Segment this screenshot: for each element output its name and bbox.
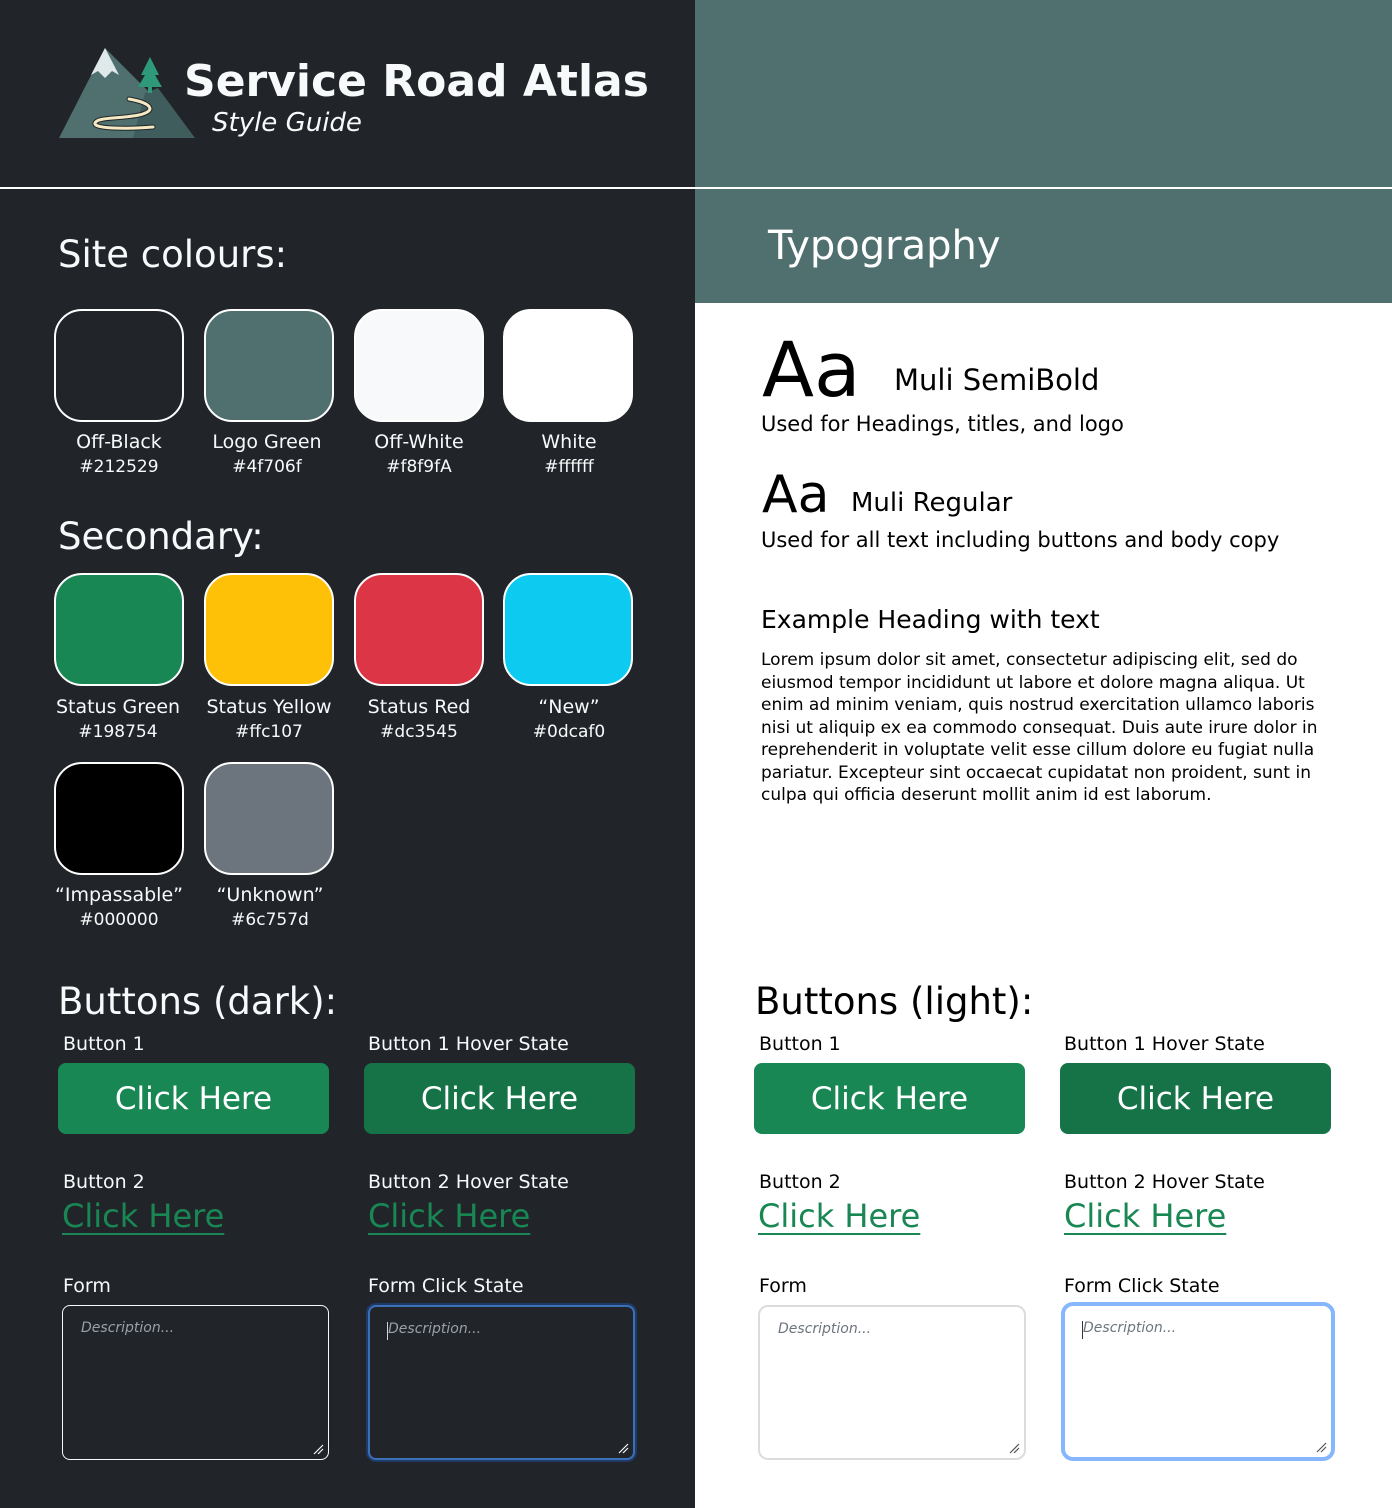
header-divider bbox=[0, 187, 1392, 189]
swatch-hex: #ffffff bbox=[544, 457, 594, 477]
light-primary-button-hover[interactable]: Click Here bbox=[1060, 1063, 1331, 1134]
swatch-label: “New” bbox=[538, 696, 600, 718]
font1-sample: Aa bbox=[762, 325, 861, 414]
swatch-impassable bbox=[54, 762, 184, 875]
example-body-text: Lorem ipsum dolor sit amet, consectetur adipiscing elit, sed do eiusmod tempor incididunt ut labore et dolore magna aliqua. Ut enim ad minim veniam, quis nostrud exercitation ullamco laboris nisi ut aliquip ex ea commodo consequat. Duis aute irure dolor in reprehenderit in voluptate velit esse cillum dolore eu fugiat nulla pariatur. Excepteur sint occaecat cupidatat non proident, sunt in culpa qui officia deserunt mollit anim id est laborum. bbox=[761, 650, 1318, 805]
dark-link-button[interactable]: Click Here bbox=[62, 1197, 225, 1235]
swatch-status-red bbox=[354, 573, 484, 686]
font2-sample: Aa bbox=[762, 465, 830, 525]
swatch-label: Status Red bbox=[367, 696, 471, 718]
light-button2-hover-label: Button 2 Hover State bbox=[1064, 1171, 1265, 1193]
light-form-label: Form bbox=[759, 1275, 807, 1297]
dark-button1-label: Button 1 bbox=[63, 1033, 145, 1055]
dark-form-label: Form bbox=[63, 1275, 111, 1297]
font2-usage: Used for all text including buttons and body copy bbox=[761, 528, 1280, 552]
typography-heading: Typography bbox=[768, 223, 1001, 269]
dark-button2-hover-label: Button 2 Hover State bbox=[368, 1171, 569, 1193]
dark-link-button-hover[interactable]: Click Here bbox=[368, 1197, 531, 1235]
resize-handle-icon[interactable] bbox=[617, 1442, 629, 1454]
textarea-placeholder: Description... bbox=[1083, 1320, 1177, 1336]
dark-form-click-label: Form Click State bbox=[368, 1275, 524, 1297]
light-link-button[interactable]: Click Here bbox=[758, 1197, 921, 1235]
site-subtitle: Style Guide bbox=[212, 108, 362, 138]
swatch-status-yellow bbox=[204, 573, 334, 686]
swatch-label: White bbox=[541, 431, 597, 453]
site-title: Service Road Atlas bbox=[184, 56, 649, 107]
light-description-textarea-focused[interactable] bbox=[1061, 1302, 1335, 1461]
textarea-placeholder: Description... bbox=[81, 1320, 175, 1336]
swatch-hex: #198754 bbox=[78, 722, 158, 742]
light-primary-button[interactable]: Click Here bbox=[754, 1063, 1025, 1134]
swatch-hex: #212529 bbox=[79, 457, 159, 477]
swatch-label: Off-White bbox=[374, 431, 464, 453]
swatch-label: Status Yellow bbox=[206, 696, 332, 718]
example-heading: Example Heading with text bbox=[761, 605, 1100, 634]
resize-handle-icon[interactable] bbox=[1008, 1442, 1020, 1454]
textarea-placeholder: Description... bbox=[388, 1321, 482, 1337]
textarea-placeholder: Description... bbox=[778, 1321, 872, 1337]
resize-handle-icon[interactable] bbox=[312, 1443, 324, 1455]
swatch-hex: #0dcaf0 bbox=[532, 722, 606, 742]
site-colours-heading: Site colours: bbox=[58, 233, 288, 276]
swatch-new bbox=[503, 573, 633, 686]
dark-button2-label: Button 2 bbox=[63, 1171, 145, 1193]
swatch-label: “Unknown” bbox=[216, 884, 324, 906]
font1-name: Muli SemiBold bbox=[894, 363, 1100, 397]
swatch-white bbox=[503, 309, 633, 422]
mountain-logo-icon bbox=[57, 45, 197, 141]
swatch-label: Logo Green bbox=[212, 431, 322, 453]
swatch-hex: #6c757d bbox=[231, 910, 309, 930]
swatch-hex: #4f706f bbox=[232, 457, 302, 477]
font2-name: Muli Regular bbox=[851, 488, 1013, 518]
dark-description-textarea[interactable] bbox=[62, 1305, 329, 1460]
swatch-status-green bbox=[54, 573, 184, 686]
swatch-label: Status Green bbox=[55, 696, 181, 718]
dark-description-textarea-focused[interactable] bbox=[368, 1305, 635, 1460]
swatch-label: “Impassable” bbox=[55, 884, 183, 906]
dark-button1-hover-label: Button 1 Hover State bbox=[368, 1033, 569, 1055]
font1-usage: Used for Headings, titles, and logo bbox=[761, 412, 1124, 436]
swatch-label: Off-Black bbox=[76, 431, 162, 453]
light-description-textarea[interactable] bbox=[758, 1305, 1026, 1460]
light-link-button-hover[interactable]: Click Here bbox=[1064, 1197, 1227, 1235]
swatch-off-white bbox=[354, 309, 484, 422]
dark-primary-button[interactable]: Click Here bbox=[58, 1063, 329, 1134]
light-button1-hover-label: Button 1 Hover State bbox=[1064, 1033, 1265, 1055]
swatch-hex: #000000 bbox=[79, 910, 159, 930]
swatch-unknown bbox=[204, 762, 334, 875]
light-button1-label: Button 1 bbox=[759, 1033, 841, 1055]
dark-primary-button-hover[interactable]: Click Here bbox=[364, 1063, 635, 1134]
buttons-light-heading: Buttons (light): bbox=[755, 980, 1034, 1023]
swatch-hex: #ffc107 bbox=[235, 722, 303, 742]
swatch-logo-green bbox=[204, 309, 334, 422]
buttons-dark-heading: Buttons (dark): bbox=[58, 980, 338, 1023]
secondary-heading: Secondary: bbox=[58, 515, 264, 558]
light-button2-label: Button 2 bbox=[759, 1171, 841, 1193]
resize-handle-icon[interactable] bbox=[1315, 1441, 1327, 1453]
light-form-click-label: Form Click State bbox=[1064, 1275, 1220, 1297]
swatch-off-black bbox=[54, 309, 184, 422]
swatch-hex: #dc3545 bbox=[380, 722, 458, 742]
swatch-hex: #f8f9fA bbox=[386, 457, 452, 477]
